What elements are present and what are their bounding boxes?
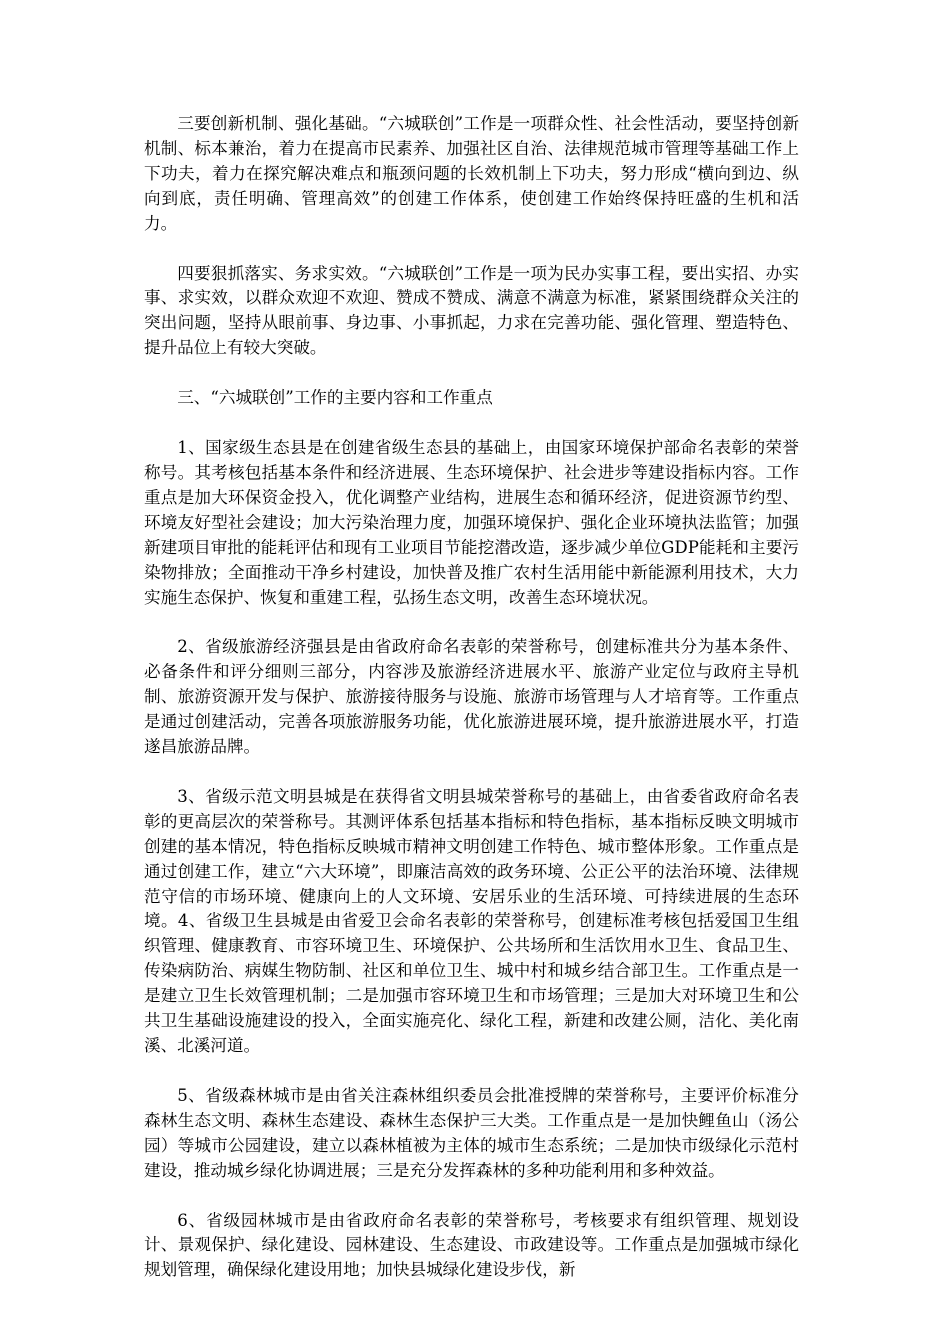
paragraph-item-5-forest-city: 5、省级森林城市是由省关注森林组织委员会批准授牌的荣誉称号，主要评价标准分森林生态文明、森林生态建设、森林生态保护三大类。工作重点是一是加快鲤鱼山（汤公园）等城市公园建设，建立以森林植被为主体的城市生态系统；二是加快市级绿化示范村建设，推动城乡绿化协调进展；三是充分发挥森林的多种功能利用和多种效益。 — [144, 1085, 799, 1180]
paragraph-item-3-4-civilized-health-city: 3、省级示范文明县城是在获得省文明县城荣誉称号的基础上，由省委省政府命名表彰的更高层次的荣誉称号。其测评体系包括基本指标和特色指标，基本指标反映文明城市创建的基本情况，特色指标反映城市精神文明创建工作特色、城市整体形象。工作重点是通过创建工作，建立“六大环境”，即廉洁高效的政务环境、公正公平的法治环境、法律规范守信的市场环境、健康向上的人文环境、安居乐业的生活环境、可持续进展的生态环境。4、省级卫生县城是由省爱卫会命名表彰的荣誉称号，创建标准考核包括爱国卫生组织管理、健康教育、市容环境卫生、环境保护、公共场所和生活饮用水卫生、食品卫生、传染病防治、病媒生物防制、社区和单位卫生、城中村和城乡结合部卫生。工作重点是一是建立卫生长效管理机制；二是加强市容环境卫生和市场管理；三是加大对环境卫生和公共卫生基础设施建设的投入，全面实施亮化、绿化工程，新建和改建公厕，洁化、美化南溪、北溪河道。 — [144, 786, 799, 1055]
paragraph-item-1-ecological-county: 1、国家级生态县是在创建省级生态县的基础上，由国家环境保护部命名表彰的荣誉称号。其考核包括基本条件和经济进展、生态环境保护、社会进步等建设指标内容。工作重点是加大环保资金投入，优化调整产业结构，进展生态和循环经济，促进资源节约型、环境友好型社会建设；加大污染治理力度，加强环境保护、强化企业环境执法监管；加强新建项目审批的能耗评估和现有工业项目节能挖潜改造，逐步减少单位GDP能耗和主要污染物排放；全面推动干净乡村建设，加快普及推广农村生活用能中新能源利用技术，大力实施生态保护、恢复和重建工程，弘扬生态文明，改善生态环境状况。 — [144, 438, 799, 607]
paragraph-item-2-tourism-county: 2、省级旅游经济强县是由省政府命名表彰的荣誉称号，创建标准共分为基本条件、必备条件和评分细则三部分，内容涉及旅游经济进展水平、旅游产业定位与政府主导机制、旅游资源开发与保护、旅游接待服务与设施、旅游市场管理与人才培育等。工作重点是通过创建活动，完善各项旅游服务功能，优化旅游进展环境，提升旅游进展水平，打造遂昌旅游品牌。 — [144, 637, 799, 757]
paragraph-innovation-mechanism: 三要创新机制、强化基础。“六城联创”工作是一项群众性、社会性活动，要坚持创新机制、标本兼治，着力在提高市民素养、加强社区自治、法律规范城市管理等基础工作上下功夫，着力在探究解决难点和瓶颈问题的长效机制上下功夫，努力形成“横向到边、纵向到底，责任明确、管理高效”的创建工作体系，使创建工作始终保持旺盛的生机和活力。 — [144, 114, 799, 233]
document-body — [144, 112, 799, 1308]
section-heading-main-content: 三、“六城联创”工作的主要内容和工作重点 — [177, 388, 493, 408]
paragraph-implementation: 四要狠抓落实、务求实效。“六城联创”工作是一项为民办实事工程，要出实招、办实事、求实效，以群众欢迎不欢迎、赞成不赞成、满意不满意为标准，紧紧围绕群众关注的突出问题，坚持从眼前事、身边事、小事抓起，力求在完善功能、强化管理、塑造特色、提升品位上有较大突破。 — [144, 263, 799, 358]
paragraph-item-6-garden-city: 6、省级园林城市是由省政府命名表彰的荣誉称号，考核要求有组织管理、规划设计、景观保护、绿化建设、园林建设、生态建设、市政建设等。工作重点是加强城市绿化规划管理，确保绿化建设用地；加快县城绿化建设步伐，新 — [144, 1210, 799, 1280]
